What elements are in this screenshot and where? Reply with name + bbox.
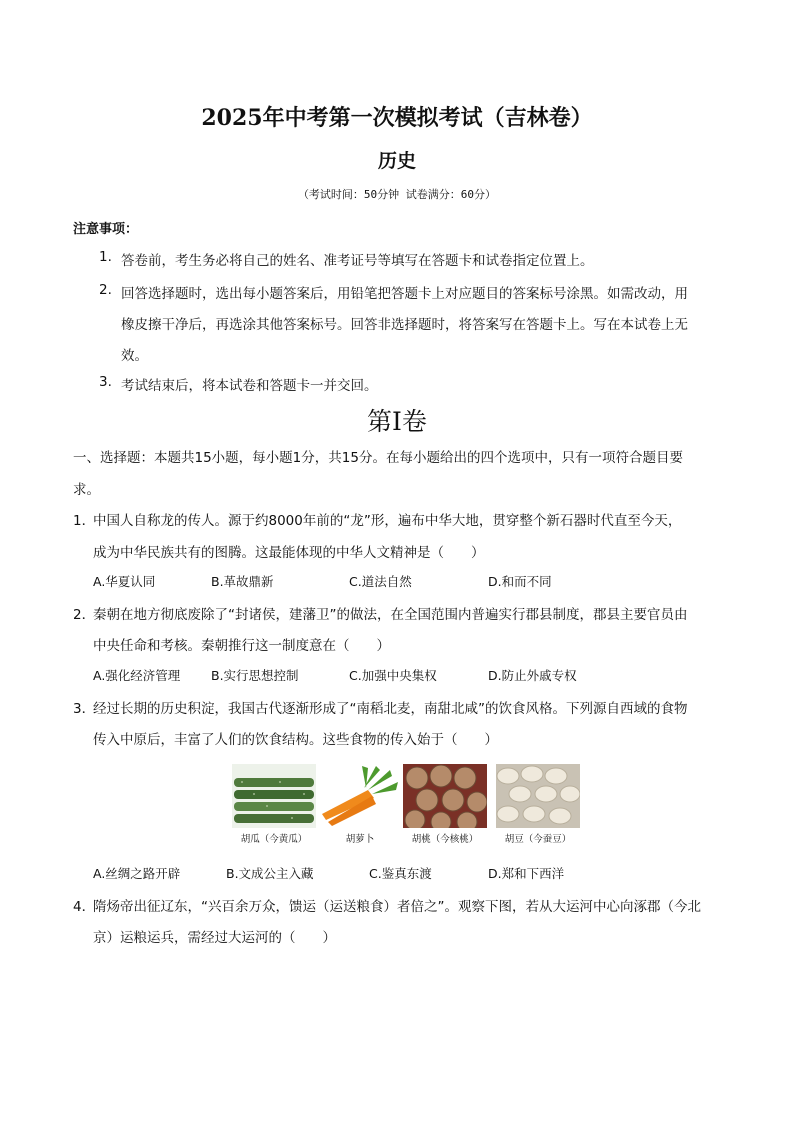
option-c: C.鉴真东渡 xyxy=(369,866,432,881)
food-caption: 胡瓜（今黄瓜） xyxy=(240,834,308,845)
question-text-line: 中央任命和考核。秦朝推行这一制度意在（ ） xyxy=(93,638,390,654)
note-number: 1. xyxy=(99,249,112,265)
option-c: C.道法自然 xyxy=(349,574,412,589)
carrot-image xyxy=(318,764,402,828)
section-title: 第Ⅰ卷 xyxy=(367,407,427,436)
note-line: 回答选择题时，选出每小题答案后，用铅笔把答题卡上对应题目的答案标号涂黑。如需改动，用 xyxy=(121,286,688,302)
notes-heading: 注意事项： xyxy=(73,222,139,237)
food-caption: 胡豆（今蚕豆） xyxy=(504,834,572,845)
food-caption: 胡萝卜 xyxy=(345,834,375,845)
question-text-line: 秦朝在地方彻底废除了“封诸侯，建藩卫”的做法，在全国范围内普遍实行郡县制度，郡县主要官员由 xyxy=(93,607,688,623)
section-instruction-line: 求。 xyxy=(73,482,100,498)
question-text-line: 京）运粮运兵，需经过大运河的（ ） xyxy=(93,930,336,946)
question-number: 2． xyxy=(73,607,96,623)
note-line: 橡皮擦干净后，再选涂其他答案标号。回答非选择题时，将答案写在答题卡上。写在本试卷上无 xyxy=(121,317,688,333)
section-instruction-line: 一、选择题：本题共15小题，每小题1分，共15分。在每小题给出的四个选项中，只有一项符合题目要 xyxy=(73,450,683,466)
option-c: C.加强中央集权 xyxy=(349,668,437,683)
question-text-line: 隋炀帝出征辽东，“兴百余万众，馈运（运送粮食）者倍之”。观察下图，若从大运河中心向涿郡（今北 xyxy=(93,899,701,915)
exam-title: 2025年中考第一次模拟考试（吉林卷） xyxy=(201,105,593,131)
option-b: B.文成公主入藏 xyxy=(226,866,314,881)
exam-subject: 历史 xyxy=(377,150,416,172)
food-caption: 胡桃（今核桃） xyxy=(411,834,479,845)
note-line: 效。 xyxy=(121,348,148,364)
question-text-line: 中国人自称龙的传人。源于约8000年前的“龙”形，遍布中华大地，贯穿整个新石器时代直至今天， xyxy=(93,513,682,529)
option-b: B.实行思想控制 xyxy=(211,668,299,683)
walnut-image xyxy=(403,764,487,828)
exam-time-score-info: （考试时间：50分钟 试卷满分：60分） xyxy=(297,188,497,201)
question-number: 1． xyxy=(73,513,96,529)
note-line: 答卷前，考生务必将自己的姓名、准考证号等填写在答题卡和试卷指定位置上。 xyxy=(121,253,594,269)
option-a: A.华夏认同 xyxy=(93,574,156,589)
note-number: 3. xyxy=(99,374,112,390)
option-d: D.和而不同 xyxy=(488,574,552,589)
broad-bean-image xyxy=(496,764,580,828)
option-d: D.防止外戚专权 xyxy=(488,668,577,683)
option-a: A.强化经济管理 xyxy=(93,668,181,683)
option-a: A.丝绸之路开辟 xyxy=(93,866,181,881)
option-b: B.革故鼎新 xyxy=(211,574,274,589)
option-d: D.郑和下西洋 xyxy=(488,866,565,881)
question-text-line: 成为中华民族共有的图腾。这最能体现的中华人文精神是（ ） xyxy=(93,545,485,561)
note-line: 考试结束后，将本试卷和答题卡一并交回。 xyxy=(121,378,378,394)
question-number: 3． xyxy=(73,701,96,717)
cucumber-image xyxy=(232,764,316,828)
question-number: 4． xyxy=(73,899,96,915)
question-text-line: 传入中原后，丰富了人们的饮食结构。这些食物的传入始于（ ） xyxy=(93,732,498,748)
question-text-line: 经过长期的历史积淀，我国古代逐渐形成了“南稻北麦，南甜北咸”的饮食风格。下列源自西域的食物 xyxy=(93,701,688,717)
note-number: 2. xyxy=(99,282,112,298)
